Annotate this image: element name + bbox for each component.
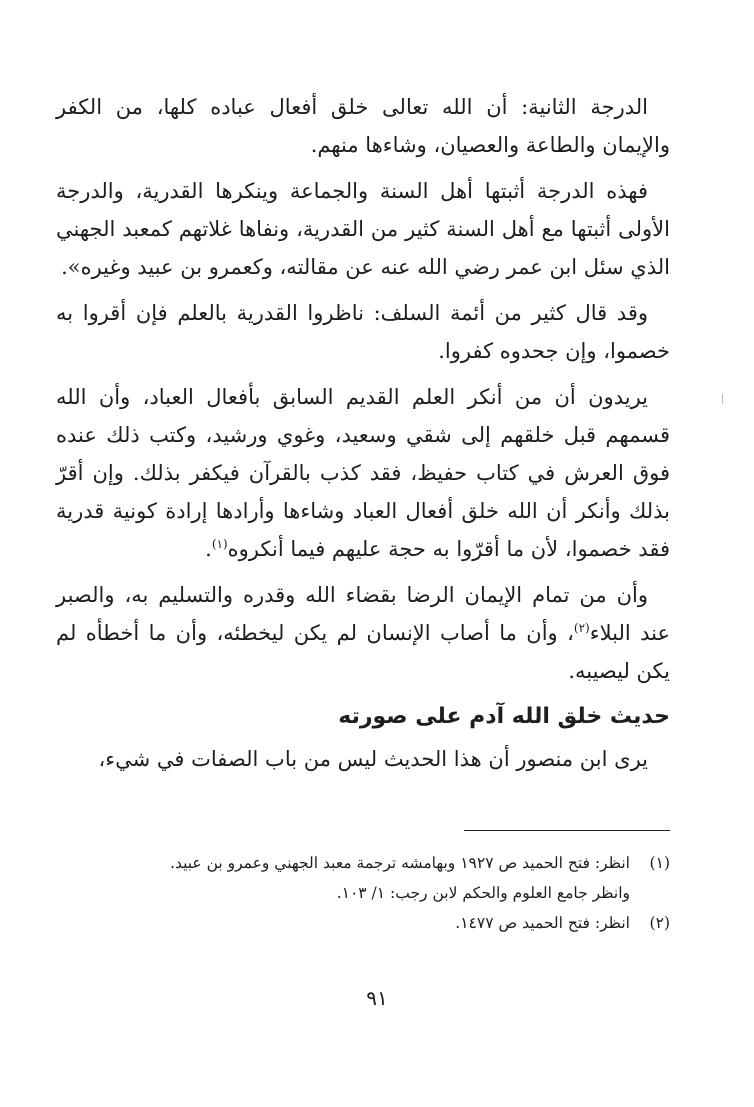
footnotes [56,848,670,938]
footnote-ref-2[interactable]: (٢) [573,621,590,635]
paragraph-meaning-text: يريدون أن من أنكر العلم القديم السابق بأفعال العباد، وأن الله قسمهم قبل خلقهم إلى شقي وسعيد، وغوي ورشيد، وكتب ذلك عنده فوق العرش في كتاب حفيظ، فقد كذب بالقرآن فيكفر بذلك. وإن أقرّ بذلك وأنكر أن الله خلق أفعال العباد وشاءها وأرادها إرادة كونية قدرية فقد خصموا، لأن ما أقرّوا به حجة عليهم فيما أنكروه [56,385,670,561]
footnote-2-number: (٢) [649,914,670,932]
footnote-1 [56,848,670,878]
paragraph-second-degree: الدرجة الثانية: أن الله تعالى خلق أفعال عباده كلها، من الكفر والإيمان والطاعة والعصيان، وشاءها منهم. [56,95,670,157]
footnote-2 [56,908,670,938]
paragraph-salaf-saying: وقد قال كثير من أئمة السلف: ناظروا القدرية بالعلم فإن أقروا به خصموا، وإن جحدوه كفروا. [56,301,670,363]
page-number: ٩١ [366,986,388,1010]
section-heading: حديث خلق الله آدم على صورته [338,704,670,729]
paragraph-ahl-sunnah: فهذه الدرجة أثبتها أهل السنة والجماعة وينكرها القدرية، والدرجة الأولى أثبتها مع أهل السنة كثير من القدرية، ونفاها غلاتهم كمعبد الجهني الذي سئل ابن عمر رضي الله عنه عن مقالته، وكعمرو بن عبيد وغيره». [56,179,670,279]
margin-mark [722,394,723,404]
footnote-1-text: انظر: فتح الحميد ص ١٩٢٧ وبهامشه ترجمة معبد الجهني وعمرو بن عبيد. [170,854,630,872]
paragraph-iman [56,576,670,690]
paragraph-meaning-tail: . [205,537,212,561]
footnote-1-continuation: وانظر جامع العلوم والحكم لابن رجب: ١/ ١٠٣. [336,884,630,902]
paragraph-meaning [56,378,670,568]
paragraph-iman-text: وأن من تمام الإيمان الرضا بقضاء الله وقدره والتسليم به، والصبر عند البلاء [56,583,670,645]
footnote-1-number: (١) [649,854,670,872]
footnote-2-text: انظر: فتح الحميد ص ١٤٧٧. [455,914,630,932]
footnote-ref-1[interactable]: (١) [211,537,228,551]
paragraph-iman-tail: ، وأن ما أصاب الإنسان لم يكن ليخطئه، وأن ما أخطأه لم يكن ليصيبه. [56,621,670,683]
paragraph-ibn-mansour: يرى ابن منصور أن هذا الحديث ليس من باب الصفات في شيء، [98,747,648,771]
page-body [56,88,670,1107]
footnote-separator [464,830,670,831]
